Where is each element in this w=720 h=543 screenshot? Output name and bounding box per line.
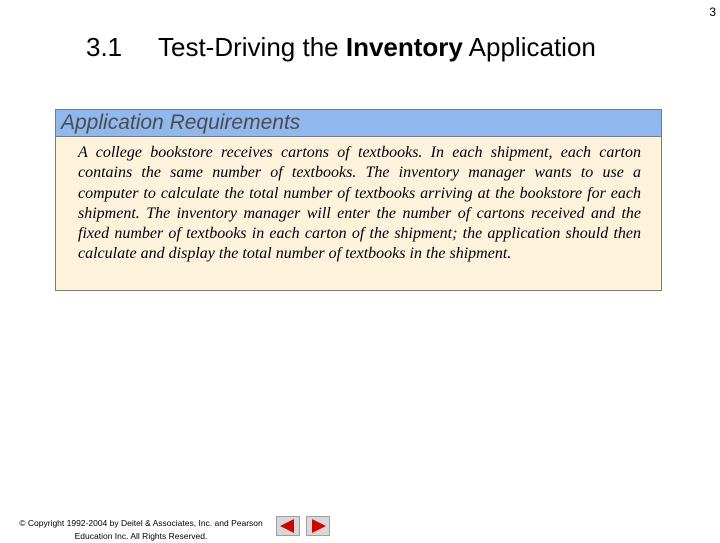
title-bold: Inventory: [345, 32, 463, 62]
slide-title: [86, 32, 596, 63]
page-number: 3: [709, 5, 716, 19]
previous-slide-button[interactable]: [276, 516, 300, 536]
requirements-body: A college bookstore receives cartons of textbooks. In each shipment, each carton contains the same number of textbooks. The inventory manager wants to use a computer to calculate the total number of textbooks arriving at the bookstore for each shipment. The inventory manager will enter the number of cartons received and the fixed number of textbooks in each carton of the shipment; the application should then calculate and display the total number of textbooks in the shipment.: [78, 144, 641, 263]
previous-slide-icon: [277, 517, 299, 535]
title-suffix: Application: [462, 32, 596, 62]
copyright-notice: [8, 517, 274, 543]
next-slide-icon: [307, 517, 329, 535]
section-number: 3.1: [86, 32, 123, 62]
copyright-line-1: © Copyright 1992-2004 by Deitel & Associates, Inc. and Pearson: [19, 518, 263, 528]
copyright-line-2: Education Inc. All Rights Reserved.: [74, 531, 208, 541]
title-prefix: Test-Driving the: [158, 32, 346, 62]
requirements-header: Application Requirements: [56, 110, 661, 137]
next-slide-button[interactable]: [306, 516, 330, 536]
requirements-box: [55, 109, 662, 291]
